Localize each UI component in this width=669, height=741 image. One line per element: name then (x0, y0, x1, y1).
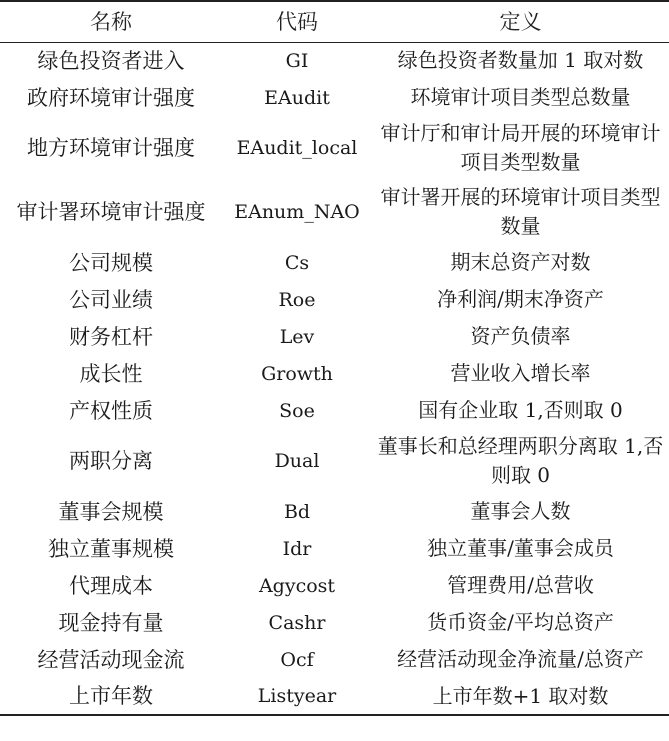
table-header (0, 1, 669, 42)
cell-code: GI (285, 49, 309, 72)
cell-definition: 货币资金/平均总资产 (427, 610, 614, 634)
cell-definition: 董事长和总经理两职分离取 1,否则取 0 (377, 434, 664, 487)
cell-code: Soe (279, 399, 315, 422)
cell-name: 代理成本 (69, 573, 153, 598)
cell-definition: 资产负债率 (470, 324, 571, 348)
table-body (0, 42, 669, 715)
cell-name: 经营活动现金流 (37, 647, 185, 672)
cell-name: 公司业绩 (69, 287, 153, 312)
cell-code: Idr (282, 537, 312, 560)
header-code: 代码 (222, 1, 372, 42)
cell-definition: 净利润/期末净资产 (437, 287, 604, 311)
cell-code: Cashr (268, 611, 326, 634)
table-row (0, 493, 669, 530)
cell-code: EAudit (264, 86, 330, 109)
cell-name: 地方环境审计强度 (27, 136, 195, 160)
cell-code: Growth (261, 362, 333, 385)
cell-definition: 环境审计项目类型总数量 (410, 85, 631, 109)
cell-name: 现金持有量 (58, 610, 164, 635)
table-row (0, 678, 669, 715)
table-row (0, 530, 669, 567)
cell-definition: 绿色投资者数量加 1 取对数 (397, 48, 644, 73)
cell-code: Ocf (280, 648, 314, 671)
cell-code: Dual (274, 450, 320, 472)
cell-name: 独立董事规模 (48, 536, 174, 561)
cell-code: EAnum_NAO (234, 201, 360, 223)
table-row (0, 281, 669, 318)
cell-code: Roe (278, 288, 316, 311)
table-row (0, 567, 669, 604)
cell-name: 公司规模 (69, 250, 153, 275)
cell-code: EAudit_local (236, 137, 358, 159)
table-row (0, 79, 669, 116)
cell-name: 成长性 (79, 361, 143, 386)
cell-definition: 上市年数+1 取对数 (372, 678, 669, 715)
cell-definition: 期末总资产对数 (450, 250, 591, 274)
cell-definition: 国有企业取 1,否则取 0 (418, 398, 623, 422)
table-row (0, 42, 669, 79)
cell-definition: 独立董事/董事会成员 (427, 536, 614, 560)
cell-name: 董事会规模 (58, 499, 164, 524)
cell-name: 财务杠杆 (69, 324, 153, 349)
table-row (0, 641, 669, 678)
cell-definition: 管理费用/总营收 (447, 573, 594, 597)
cell-code: Lev (279, 325, 315, 348)
table-row (0, 244, 669, 281)
cell-name: 产权性质 (69, 398, 153, 423)
table-row (0, 180, 669, 244)
cell-code: Bd (283, 500, 311, 523)
table-row (0, 604, 669, 641)
cell-definition: 董事会人数 (470, 499, 571, 523)
cell-code: Agycost (258, 574, 336, 597)
cell-name: 绿色投资者进入 (37, 48, 185, 73)
cell-name: 上市年数 (0, 678, 222, 715)
cell-definition: 营业收入增长率 (450, 361, 591, 385)
cell-definition: 审计厅和审计局开展的环境审计项目类型数量 (380, 121, 661, 174)
cell-name: 政府环境审计强度 (27, 85, 195, 110)
header-name: 名称 (0, 1, 222, 42)
cell-name: 两职分离 (69, 449, 153, 473)
table-row (0, 429, 669, 493)
cell-definition: 审计署开展的环境审计项目类型数量 (380, 185, 661, 238)
cell-code: Cs (284, 251, 310, 274)
cell-code: Listyear (222, 678, 372, 715)
header-definition: 定义 (372, 1, 669, 42)
cell-definition: 经营活动现金净流量/总资产 (397, 647, 644, 671)
cell-name: 审计署环境审计强度 (16, 200, 206, 224)
header-row (0, 1, 669, 42)
table-row (0, 355, 669, 392)
table-row (0, 318, 669, 355)
table-row (0, 392, 669, 429)
table-row (0, 116, 669, 180)
